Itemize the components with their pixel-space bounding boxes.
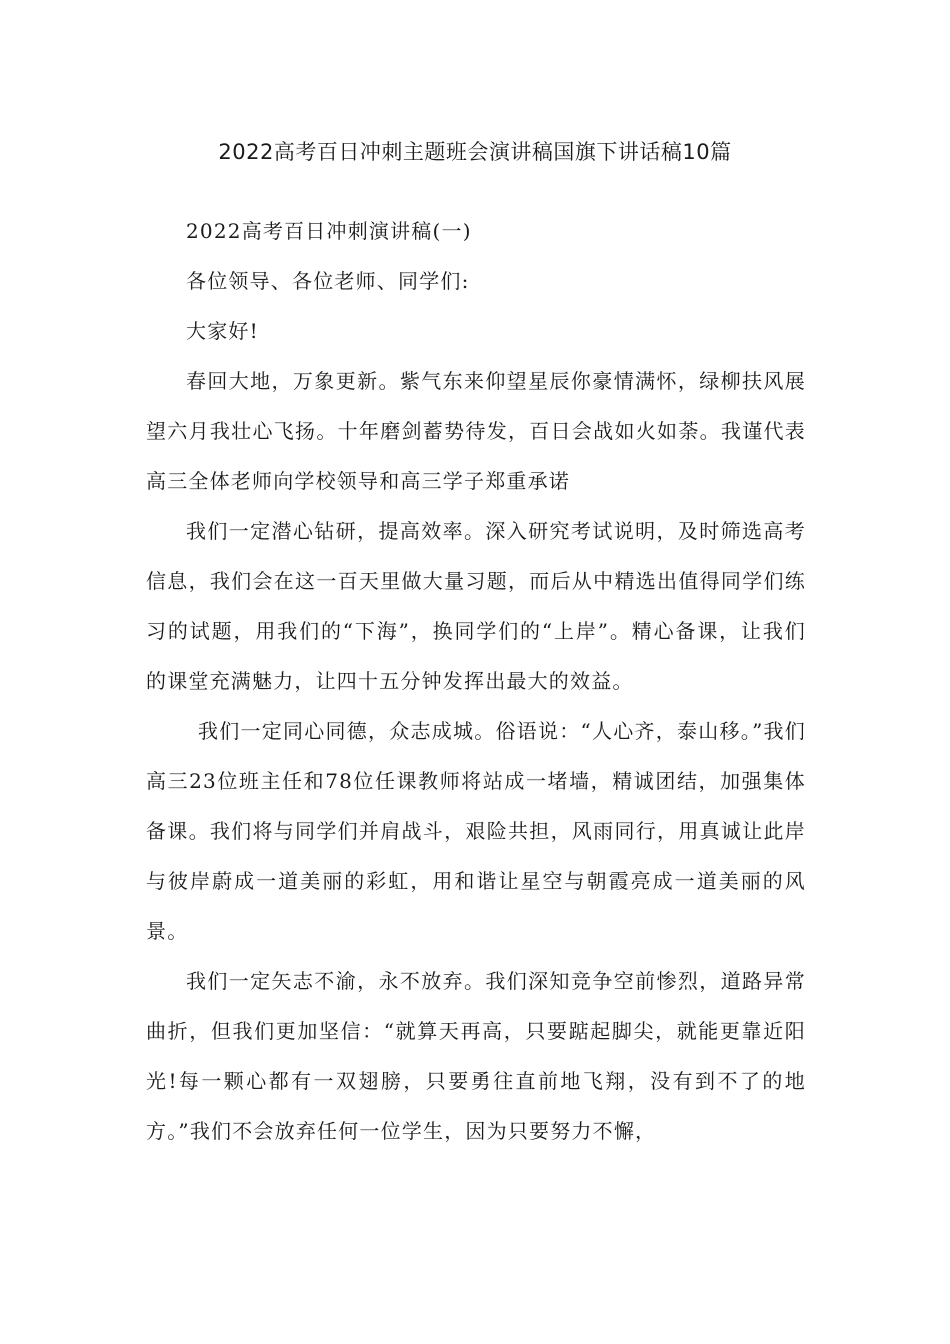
paragraph-promise-2: 我们一定同心同德，众志成城。俗语说：“人心齐，泰山移。”我们高三23位班主任和78位任课教师将站成一堵墙，精诚团结，加强集体备课。我们将与同学们并肩战斗，艰险共担，风雨同行，用真诚让此岸与彼岸蔚成一道美丽的彩虹，用和谐让星空与朝霞亮成一道美丽的风景。 (146, 719, 806, 943)
paragraph-promise-1: 我们一定潜心钻研，提高效率。深入研究考试说明，及时筛选高考信息，我们会在这一百天里做大量习题，而后从中精选出值得同学们练习的试题，用我们的“下海”，换同学们的“上岸”。精心备课，让我们的课堂充满魅力，让四十五分钟发挥出最大的效益。 (146, 519, 806, 693)
document-title: 2022高考百日冲刺主题班会演讲稿国旗下讲话稿10篇 (218, 140, 732, 164)
paragraph-promise-3: 我们一定矢志不渝，永不放弃。我们深知竞争空前惨烈，道路异常曲折，但我们更加坚信：“就算天再高，只要踮起脚尖，就能更靠近阳光!每一颗心都有一双翅膀，只要勇往直前地飞翔，没有到不了的地方。”我们不会放弃任何一位学生，因为只要努力不懈， (146, 969, 806, 1143)
greeting: 大家好! (186, 319, 259, 343)
document-body (146, 206, 806, 1156)
salutation: 各位领导、各位老师、同学们: (186, 269, 470, 293)
paragraph-intro: 春回大地，万象更新。紫气东来仰望星辰你豪情满怀，绿柳扶风展望六月我壮心飞扬。十年磨剑蓄势待发，百日会战如火如荼。我谨代表高三全体老师向学校领导和高三学子郑重承诺 (146, 369, 806, 493)
section-heading: 2022高考百日冲刺演讲稿(一) (186, 219, 472, 243)
